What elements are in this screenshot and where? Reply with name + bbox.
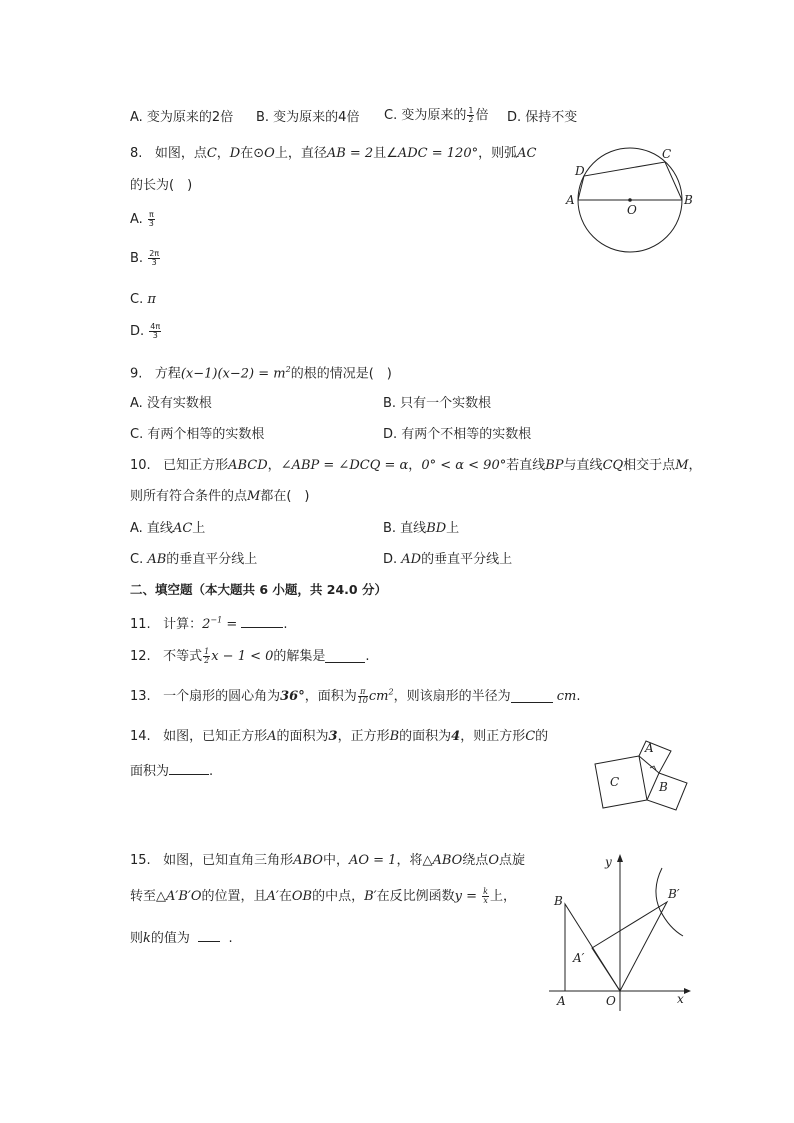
q10-option-b: B. 直线BD上 <box>383 521 460 536</box>
q14-squares-figure <box>588 730 708 820</box>
y-axis-arrow <box>617 854 623 862</box>
q7-option-c: C. 变为原来的 $\frac{1}{2}$ 倍 <box>384 106 489 124</box>
q10-stem-line2: 则所有符合条件的点M都在( ) <box>130 489 310 504</box>
q7-option-b: B. 变为原来的4倍 <box>256 110 360 125</box>
q8-option-c: C. π <box>130 292 156 307</box>
square-label-c: C <box>610 775 620 789</box>
q12-stem: 12. 不等式 $\frac{1}{2}$ x − 1 < 0的解集是 . <box>130 647 370 665</box>
q10-stem: 10. 已知正方形ABCD，∠ABP = ∠DCQ = α，0° < α < 90°若直线BP与直线CQ相交于点M， <box>130 458 702 473</box>
fig-label-d: D <box>575 164 585 178</box>
q8-option-a: A. $\frac{\pi}{3}$ <box>130 210 154 228</box>
label-b: B <box>554 894 563 908</box>
q15-answer-blank <box>198 929 220 942</box>
q11-stem: 11. 计算：$2^{-1}$ = . <box>130 615 288 632</box>
square-label-b: B <box>659 780 668 794</box>
q8-option-d: D. $\frac{4\pi}{3}$ <box>130 322 161 340</box>
q8-stem: 8. 如图，点C，D在⊙O上，直径AB = 2且∠ADC = 120°，则弧AC <box>130 146 537 161</box>
q8-option-b: B. $\frac{2\pi}{3}$ <box>130 249 160 267</box>
q9-option-a: A. 没有实数根 <box>130 396 212 411</box>
x-axis-arrow <box>684 988 691 994</box>
hyperbola-curve <box>656 868 683 936</box>
q13-answer-blank <box>511 690 553 703</box>
q7-option-d: D. 保持不变 <box>507 110 578 125</box>
label-x: x <box>677 992 684 1006</box>
label-o: O <box>606 994 616 1008</box>
q15-stem-line3: 则k的值为 . <box>130 931 233 946</box>
q10-option-a: A. 直线AC上 <box>130 521 206 536</box>
fig-label-a: A <box>566 193 575 207</box>
center-dot <box>628 198 632 202</box>
q14-stem: 14. 如图，已知正方形A的面积为3，正方形B的面积为4，则正方形C的 <box>130 729 549 744</box>
square-label-a: A <box>645 741 654 755</box>
q8-circle-figure <box>560 140 700 260</box>
label-a-prime: A′ <box>573 951 585 965</box>
q14-answer-blank <box>169 762 209 775</box>
fig-label-o: O <box>627 203 637 217</box>
label-y: y <box>605 855 612 869</box>
label-a: A <box>557 994 566 1008</box>
fig-label-b: B <box>684 193 693 207</box>
q15-coordinate-figure <box>545 848 700 1013</box>
q9-stem: 9. 方程$(x-1)(x-2) = m^2$的根的情况是( ) <box>130 365 392 382</box>
q11-answer-blank <box>241 615 283 628</box>
q13-stem: 13. 一个扇形的圆心角为36°，面积为 $\frac{\pi}{10}$ $cm^2$，则该扇形的半径为 cm. <box>130 687 581 705</box>
q9-option-c: C. 有两个相等的实数根 <box>130 427 265 442</box>
q9-option-d: D. 有两个不相等的实数根 <box>383 427 532 442</box>
label-b-prime: B′ <box>668 887 680 901</box>
chords-adcb <box>578 162 682 200</box>
q15-stem-line2: 转至△A′B′O的位置，且A′在OB的中点，B′在反比例函数y = $\frac{k}{x}$ 上， <box>130 887 517 905</box>
q12-answer-blank <box>325 650 365 663</box>
q9-option-b: B. 只有一个实数根 <box>383 396 492 411</box>
section-2-title: 二、填空题（本大题共 6 小题，共 24.0 分） <box>130 582 387 597</box>
triangle-a1b1o <box>592 902 667 991</box>
q7-option-a: A. 变为原来的2倍 <box>130 110 234 125</box>
square-c <box>595 756 647 808</box>
fig-label-c: C <box>662 147 672 161</box>
q15-stem: 15. 如图，已知直角三角形ABO中，AO = 1，将△ABO绕点O点旋 <box>130 853 525 868</box>
q8-stem-line2: 的长为( ) <box>130 178 193 193</box>
q14-stem-line2: 面积为 . <box>130 764 214 779</box>
q10-option-c: C. AB的垂直平分线上 <box>130 552 258 567</box>
q10-option-d: D. AD的垂直平分线上 <box>383 552 513 567</box>
